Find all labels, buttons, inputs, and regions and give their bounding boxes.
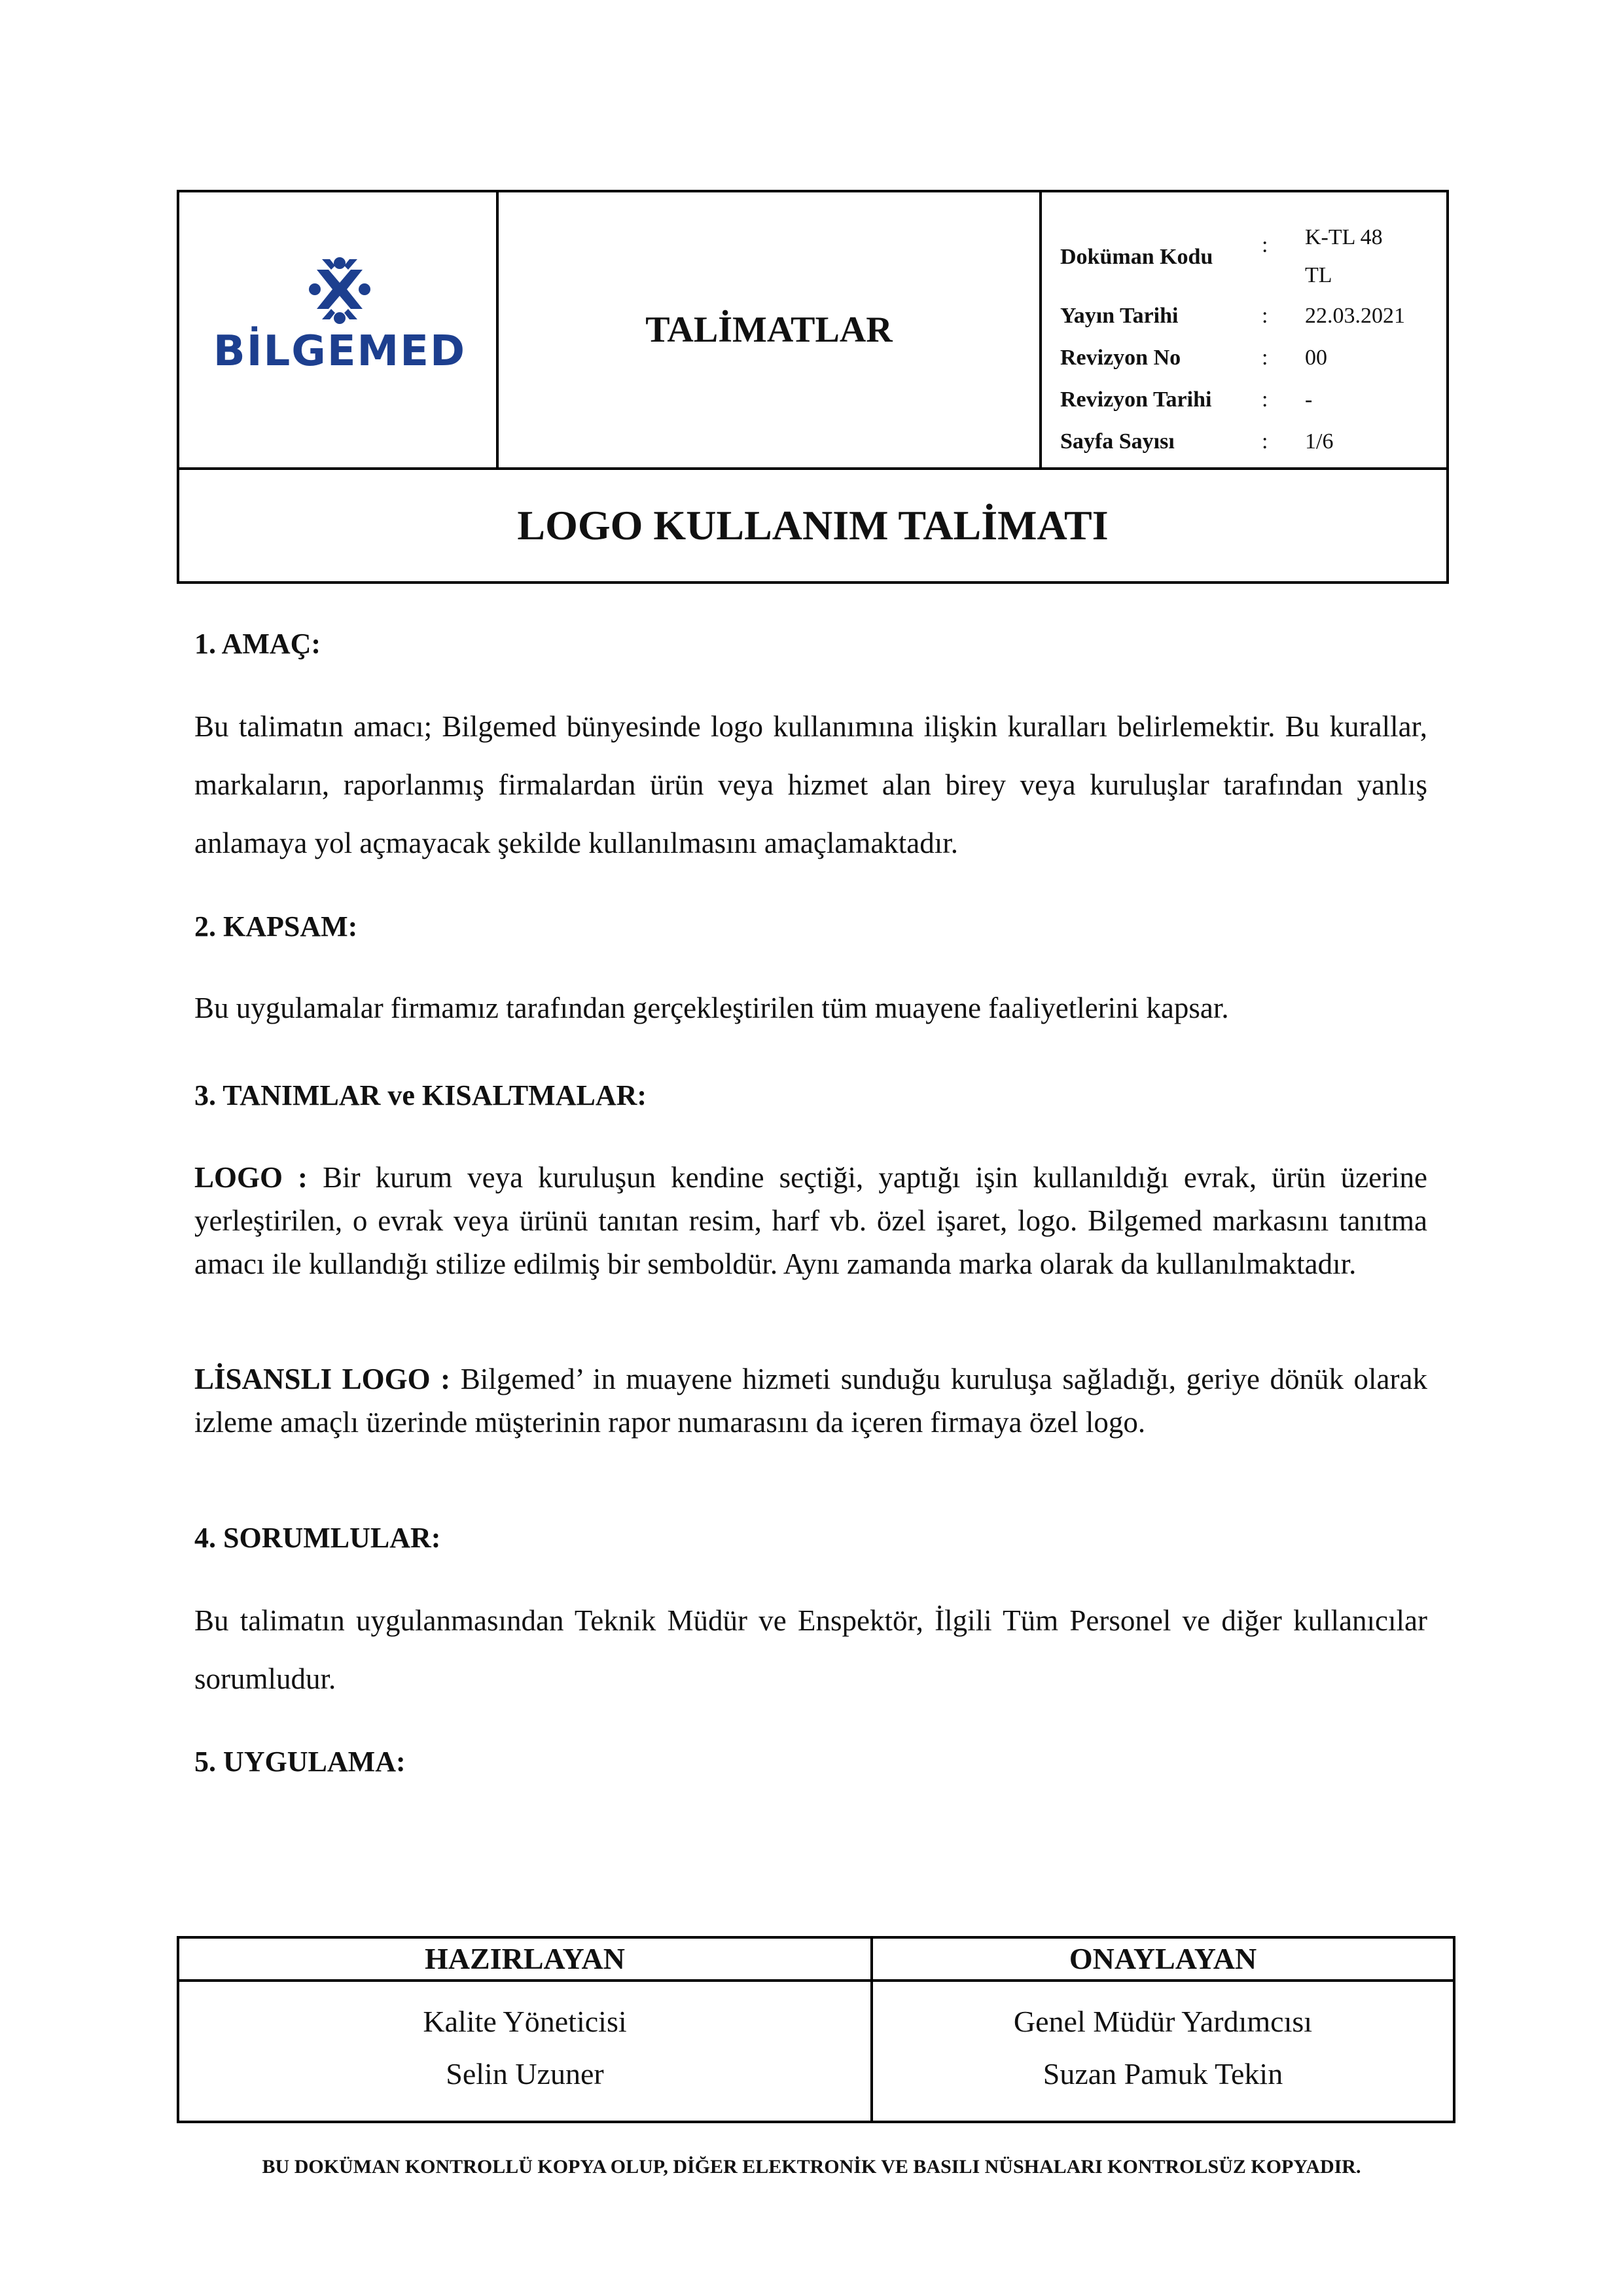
signature-table [177,1936,1455,2123]
meta-value: 22.03.2021 [1305,304,1405,328]
document-title: LOGO KULLANIM TALİMATI [517,502,1109,548]
logo-emblem-icon [212,255,467,327]
section-title: TALİMATLAR [499,192,1042,467]
meta-row-doc-code [1042,219,1446,297]
meta-colon: : [1262,233,1268,257]
meta-value: 1/6 [1305,429,1334,454]
signature-name: Selin Uzuner [446,2057,604,2090]
meta-value: - [1305,387,1313,412]
section-text-scope: Bu uygulamalar firmamız tarafından gerçekleştirilen tüm muayene faaliyetlerini kapsar. [194,992,1229,1024]
document-meta [1042,192,1446,467]
signature-approved [873,1939,1453,2121]
section-heading-purpose: 1. AMAÇ: [194,628,321,660]
definition-text: Bir kurum veya kuruluşun kendine seçtiği, yaptığı işin kullanıldığı evrak, ürün üzerine yerleştirilen, o evrak veya ürünü tanıtan resim, harf vb. özel işaret, logo. Bilgemed markasını tanıtma amacı ile kullandığı stilize edilmiş bir semboldür. Aynı zamanda marka olarak da kullanılmaktadır. [194,1161,1428,1280]
meta-colon: : [1262,346,1268,370]
signature-role: Genel Müdür Yardımcısı [1013,2005,1313,2038]
section-heading-responsibilities: 4. SORUMLULAR: [194,1522,441,1554]
section-text-responsibilities: Bu talimatın uygulanmasından Teknik Müdür ve Enspektör, İlgili Tüm Personel ve diğer kullanıcılar sorumludur. [194,1604,1427,1695]
meta-colon: : [1262,304,1268,328]
controlled-copy-footer: BU DOKÜMAN KONTROLLÜ KOPYA OLUP, DİĞER ELEKTRONİK VE BASILI NÜSHALARI KONTROLSÜZ KOPYADIR. [262,2156,1361,2178]
signature-name: Suzan Pamuk Tekin [1043,2057,1283,2090]
signature-prepared [179,1939,873,2121]
meta-label: Sayfa Sayısı [1060,429,1175,454]
definition-text: Bilgemed’ in muayene hizmeti sunduğu kuruluşa sağladığı, geriye dönük olarak izleme amaçlı üzerinde müşterinin rapor numarasını da içeren firmaya özel logo. [194,1363,1427,1439]
definition-licensed-logo [194,1357,1427,1444]
definition-term: LİSANSLI LOGO : [194,1363,451,1395]
meta-value: K-TL 48 TL [1305,225,1383,287]
signature-role: Kalite Yöneticisi [423,2005,627,2038]
logo-wordmark: BİLGEMED [213,327,467,376]
meta-label: Revizyon No [1060,346,1181,370]
definition-logo [194,1156,1427,1285]
header-top-row [179,192,1446,470]
signature-heading: HAZIRLAYAN [179,1939,870,1982]
bilgemed-logo [212,255,467,386]
meta-label: Revizyon Tarihi [1060,387,1212,412]
signature-heading: ONAYLAYAN [873,1939,1453,1982]
document-header [177,190,1449,584]
section-text-purpose: Bu talimatın amacı; Bilgemed bünyesinde logo kullanımına ilişkin kuralları belirlemektir. Bu kurallar, markaların, raporlanmış firmalardan ürün veya hizmet alan birey veya kuruluşlar tarafından yanlış anlamaya yol açmayacak şekilde kullanılmasını amaçlamaktadır. [194,710,1427,859]
section-heading-application: 5. UYGULAMA: [194,1746,406,1778]
logo-cell [179,192,499,467]
meta-colon: : [1262,387,1268,412]
meta-value: 00 [1305,346,1327,370]
meta-label: Yayın Tarihi [1060,304,1179,328]
section-heading-definitions: 3. TANIMLAR ve KISALTMALAR: [194,1079,647,1111]
definition-term: LOGO : [194,1161,308,1194]
meta-label: Doküman Kodu [1060,245,1213,269]
meta-colon: : [1262,429,1268,454]
section-heading-scope: 2. KAPSAM: [194,910,358,942]
